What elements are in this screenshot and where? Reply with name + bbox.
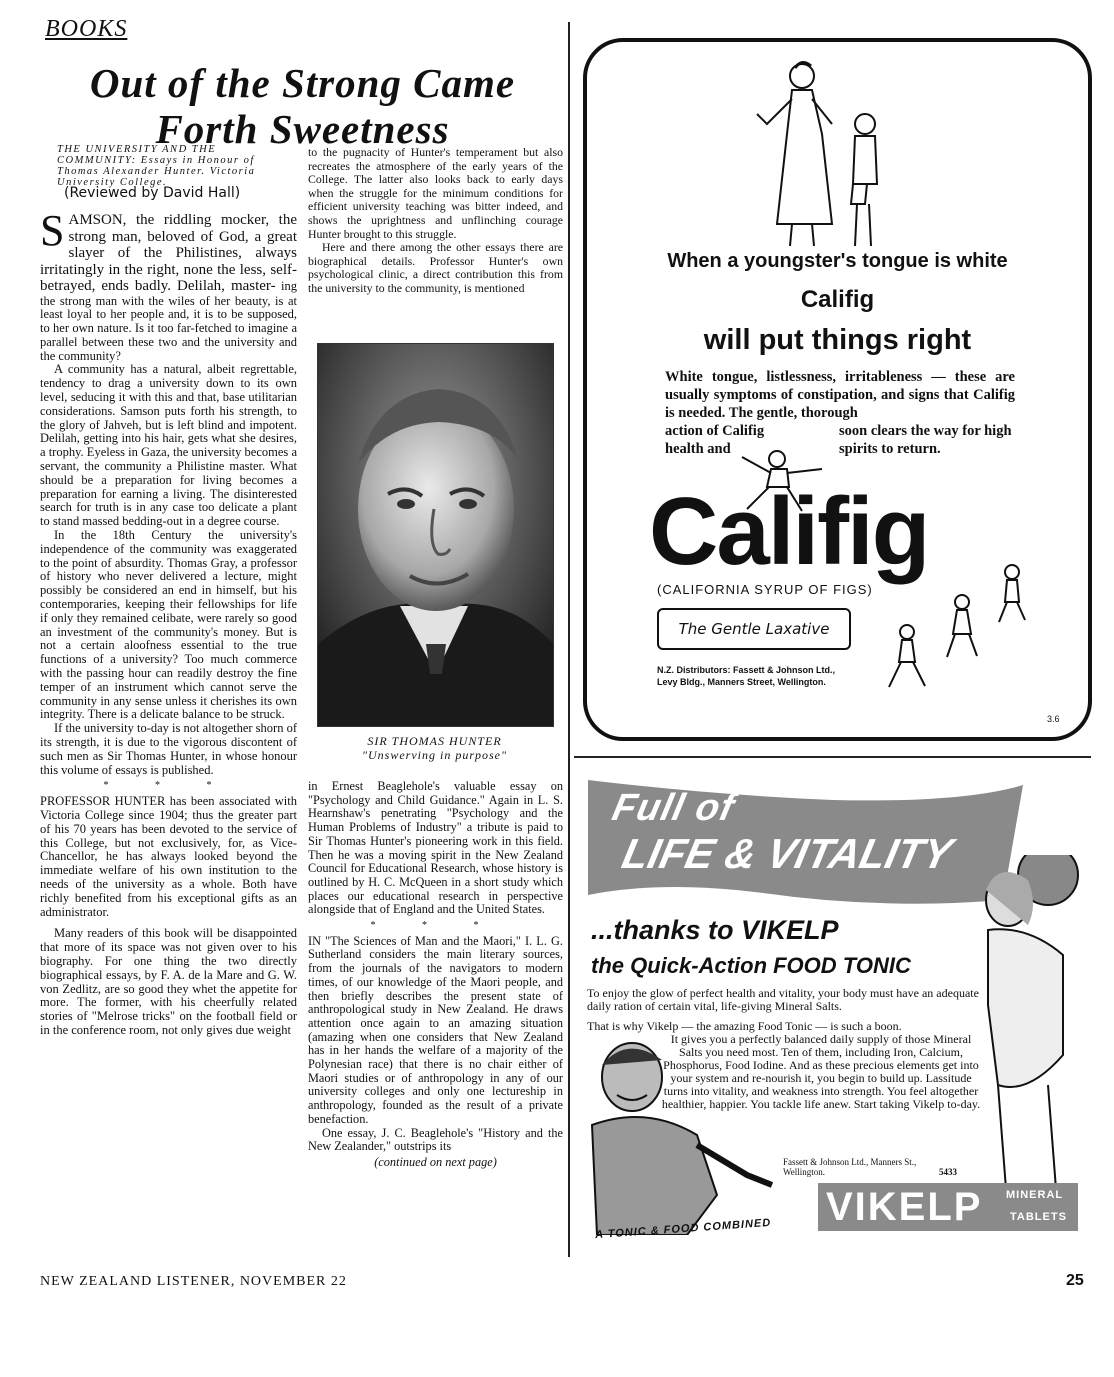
book-intro: THE UNIVERSITY AND THE COMMUNITY: Essays in Honour of Thomas Alexander Hunter. Victoria University College.: [57, 144, 256, 188]
section-break: * * *: [370, 920, 501, 932]
vikelp-headline-2: the Quick-Action FOOD TONIC: [591, 953, 911, 978]
vikelp-distributor: Fassett & Johnson Ltd., Manners St., Wellington.: [783, 1157, 917, 1177]
woman-with-ball-illustration: [968, 855, 1088, 1215]
portrait-photo: [317, 343, 554, 727]
headline-line-2: Forth Sweetness: [155, 106, 450, 152]
section-label: BOOKS: [45, 16, 128, 42]
photo-caption: [317, 734, 552, 762]
paragraph: One essay, J. C. Beaglehole's "History and the New Zealander," outstrips its: [308, 1125, 563, 1154]
drop-cap: S: [40, 206, 65, 255]
paragraph: Here and there among the other essays there are biographical details. Professor Hunter's own psychological clinic, a direct contribution this from the university to the community, is mentioned: [308, 240, 563, 295]
article-column-2-top: [308, 146, 563, 296]
califig-code: 3.6: [1047, 714, 1060, 724]
paragraph: In the 18th Century the university's independence of the community was exaggerated to the point of absurdity. Thomas Gray, a professor of history who never delivered a lecture, might possibly be considered an end in himself, but his contemporaries, keeping their fellowships for life if only they remained celibate, were rarely so good an investment of the community's money. But is not a certain aloofness essential to the true functions of a university? Too much commerce with the passing hour can readily destroy the fine temper of an instrument which cannot serve the community in any sense unless it cherishes its own integrity. There is a delicate balance to be struck.: [40, 528, 297, 722]
tablets-label: TABLETS: [1010, 1211, 1067, 1223]
vikelp-code: 5433: [939, 1167, 957, 1177]
tonic-food-combined-label: A TONIC & FOOD COMBINED: [594, 1216, 772, 1242]
running-children-illustration: [867, 562, 1037, 712]
ad-separator: [574, 756, 1091, 758]
califig-subtitle: (CALIFORNIA SYRUP OF FIGS): [657, 582, 873, 597]
headline-line-1: Out of the Strong Came: [89, 60, 516, 106]
article-column-2-bottom: [308, 780, 563, 1170]
caption-quote: "Unswerving in purpose": [361, 748, 508, 762]
portrait-illustration: [318, 344, 553, 726]
banner-line-2: LIFE & VITALITY: [618, 830, 957, 877]
califig-distributor: [657, 664, 835, 688]
paragraph: to the pugnacity of Hunter's temperament but also recreates the atmosphere of the early years of the College. The latter also looks back to early days when the struggle for the minimum conditions for efficient university teaching was bitter indeed, and shows the uprightness and unflinching courage Hunter brought to this struggle.: [308, 145, 563, 241]
section-break: * * *: [103, 780, 234, 792]
vikelp-advertisement: [583, 775, 1088, 1255]
lead-text: AMSON, the riddling mocker, the strong man, beloved of God, a great slayer of the Philistines, always irritatingly in the right, none the less, self-betrayed, ends badly. Delilah, master-: [40, 212, 297, 294]
califig-brand: Califig: [649, 478, 929, 585]
califig-headline-1: When a youngster's tongue is white: [667, 250, 1008, 272]
headline: [40, 60, 565, 152]
vikelp-headline-1: ...thanks to VIKELP: [591, 915, 839, 945]
paragraph: PROFESSOR HUNTER has been associated with Victoria College since 1904; thus the greater part of his 70 years has been devoted to the service of this College, but not exclusively, for, as Vice-Chancellor, he has always looked beyond the immediate welfare of his own institution to the needs of the university as a whole. Both have richly benefited from his exceptional gifts as an administrator.: [40, 794, 297, 919]
califig-body: White tongue, listlessness, irritableness — these are usually symptoms of constipation, and signs that Califig is needed. The gentle, thorough: [665, 369, 1015, 421]
paragraph: IN "The Sciences of Man and the Maori," I. L. G. Sutherland considers the main literary sources, from the journals of the navigators to modern times, of our knowledge of the Maori people, and then briefly describes the present state of anthropological study in New Zealand. He draws attention once again to an amazing situation (amazing when one considers that New Zealand has in her hands the welfare of a majority of the Polynesian race) that there is no chair either of Maori studies or of anthropology in any of our university colleges and only one lectureship in anthropology, founded as the result of a private benefaction.: [308, 933, 563, 1126]
article-column-1: [40, 206, 297, 1038]
gentle-laxative-label: The Gentle Laxative: [657, 608, 851, 650]
califig-headline-3: will put things right: [703, 324, 972, 356]
vikelp-body-3: It gives you a perfectly balanced daily supply of those Mineral Salts you need most. Ten of them, including Iron, Calcium, Phosphorus, Food Iodine. And as these precious elements get into your system and re-nourish it, you begin to build up. Lassitude turns into vitality, and weakness into strength. You feel altogether healthier, happier. You tackle life anew. Start taking Vikelp to-day.: [661, 1032, 981, 1111]
publication-footer: NEW ZEALAND LISTENER, NOVEMBER 22: [40, 1274, 347, 1289]
califig-body-right: soon clears the way for high spirits to return.: [839, 423, 1012, 457]
vikelp-brand: VIKELP: [826, 1185, 983, 1229]
paragraph: in Ernest Beaglehole's valuable essay on "Psychology and Child Guidance." Again in L. S. Hearnshaw's penetrating "Psychology and the Human Problems of Industry" a tribute is paid to Sir Thomas Hunter's pioneering work in this field. Then he was a moving spirit in the New Zealand Council for Educational Research, whose history is outlined by H. C. McQueen in a short study which places our educational research in perspective alongside that of England and the United States.: [308, 779, 563, 917]
vikelp-body-1: To enjoy the glow of perfect health and vitality, your body must have an adequate daily ration of certain vital, life-giving Mineral Salts.: [587, 986, 979, 1013]
banner-line-1: Full of: [608, 787, 739, 829]
reviewer-credit: (Reviewed by David Hall): [64, 185, 241, 201]
vikelp-body-2: That is why Vikelp — the amazing Food Tonic — is such a boon.: [587, 1019, 902, 1033]
continued-note: (continued on next page): [374, 1154, 497, 1169]
distributor-line-1: N.Z. Distributors: Fassett & Johnson Ltd.,: [657, 665, 836, 675]
caption-name: SIR THOMAS HUNTER: [367, 734, 502, 748]
page-number: 25: [1066, 1272, 1084, 1289]
mineral-label: MINERAL: [1006, 1189, 1064, 1201]
califig-advertisement: [583, 38, 1092, 741]
paragraph: A community has a natural, albeit regrettable, tendency to drag a university down to its own level, seducing it with this and that, base utilitarian considerations. Samson puts forth his strength, to the glory of Jahveh, but is left blind and impotent. Delilah, getting into his hair, gets what she desires, a trophy. Eyeless in Gaza, the university becomes a servant, the community a Philistine master. What should be a preparation for living becomes a preparation for earning a living. The disinterested search for truth is in any case too delicate a plant to stand massed bedding-out in a degree course.: [40, 362, 297, 529]
paragraph: Many readers of this book will be disappointed that more of its space was not given over to his biography. For one thing the two directly biographical essays, by F. A. de la Mare and G. W. von Zedlitz, are so good they whet the appetite for more. The former, with his cheerfully related stories of "Melrose tricks" on the football field or in the conference room, not only gives due weight: [40, 926, 297, 1037]
paragraph: ing the strong man with the wiles of her beauty, is at least loyal to her people and, it is to be supposed, to her own nature. Is it too far-fetched to imagine a parallel between these two and the university and the community?: [40, 279, 297, 363]
califig-body-left: action of Califig health and: [665, 423, 765, 457]
mother-child-illustration: [747, 54, 897, 254]
distributor-line-2: Levy Bldg., Manners Street, Wellington.: [657, 677, 826, 687]
paragraph: If the university to-day is not altogether shorn of its strength, it is due to the vigorous discontent of such men as Sir Thomas Hunter, in whose honour this volume of essays is published.: [40, 721, 297, 777]
califig-headline-2: Califig: [800, 286, 875, 313]
column-divider: [568, 22, 570, 1257]
vikelp-logo: [818, 1183, 1078, 1231]
